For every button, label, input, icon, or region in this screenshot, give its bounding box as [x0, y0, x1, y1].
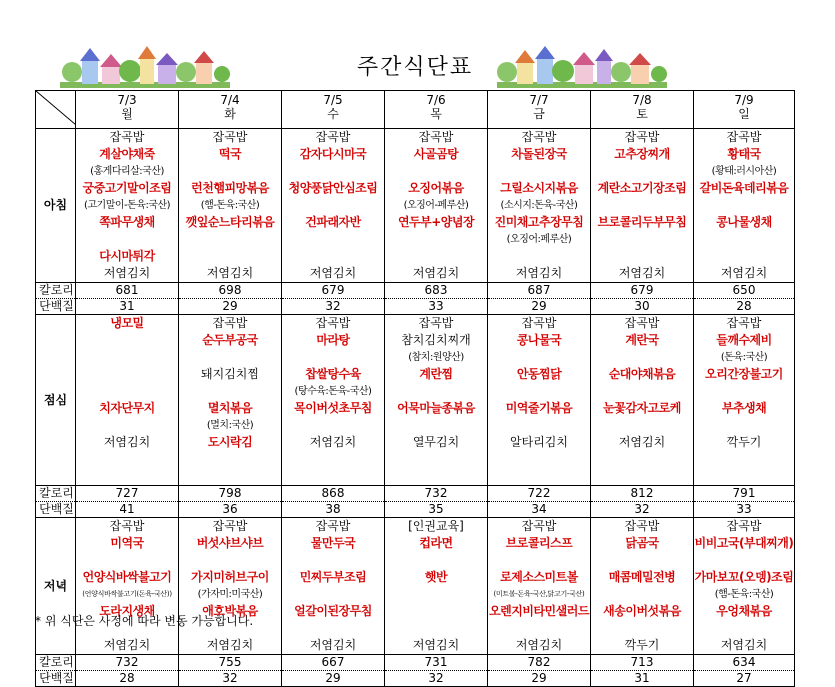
- day-date: 7/4: [220, 93, 240, 107]
- menu-item: [179, 451, 281, 468]
- breakfast-menu-cell: [179, 129, 282, 283]
- menu-item: [179, 248, 281, 265]
- day-date: 7/8: [632, 93, 652, 107]
- menu-item: 가지미허브구이: [191, 570, 269, 584]
- diagonal-line-icon: [36, 91, 76, 125]
- menu-item: [591, 163, 693, 180]
- menu-item: (미트볼-돈육-국산,닭고기-국산): [493, 590, 585, 598]
- menu-table: [35, 90, 795, 687]
- menu-item: [591, 349, 693, 366]
- menu-item: 부추생채: [721, 401, 767, 415]
- menu-item: [385, 552, 487, 569]
- menu-item: 저염김치: [309, 435, 357, 449]
- menu-item: 잡곡밥: [109, 130, 145, 144]
- menu-item: (오징어-페루산): [403, 200, 469, 211]
- menu-item: (황태:러시아산): [711, 166, 777, 177]
- protein-value: 29: [488, 671, 591, 687]
- breakfast-label: 아침: [36, 129, 76, 283]
- menu-item: (언양식바싹불고기(돈육-국산)): [82, 590, 172, 598]
- menu-item: 깻잎순느타리볶음: [185, 215, 275, 229]
- menu-item: [591, 586, 693, 603]
- dinner-label: 저녁: [36, 518, 76, 655]
- menu-item: 멸치볶음: [207, 401, 253, 415]
- menu-item: 미역국: [110, 536, 144, 550]
- protein-label: 단백질: [36, 502, 76, 518]
- day-date: 7/7: [529, 93, 549, 107]
- menu-item: (햄-돈육:국산): [714, 589, 774, 600]
- menu-item: [694, 468, 794, 485]
- menu-item: 진미채고추장무침: [494, 215, 584, 229]
- menu-item: 찹쌀탕수육: [305, 367, 361, 381]
- menu-item: (탕수육:돈육-국산): [294, 386, 372, 397]
- dinner-menu-cell: [282, 518, 385, 655]
- menu-item: [179, 383, 281, 400]
- menu-item: 저염김치: [515, 266, 563, 280]
- day-header: [591, 91, 694, 129]
- calorie-value: 732: [385, 486, 488, 502]
- menu-item: 저염김치: [515, 638, 563, 652]
- menu-item: 돼지김치찜: [201, 367, 259, 381]
- lunch-menu-cell: [694, 315, 795, 486]
- day-header: [385, 91, 488, 129]
- menu-item: 햇반: [424, 570, 448, 584]
- protein-value: 33: [694, 502, 795, 518]
- menu-item: 저염김치: [103, 435, 151, 449]
- protein-value: 41: [76, 502, 179, 518]
- menu-item: 저염김치: [309, 638, 357, 652]
- menu-item: [488, 451, 590, 468]
- dinner-protein-row: [36, 671, 795, 687]
- protein-value: 28: [76, 671, 179, 687]
- calorie-value: 868: [282, 486, 385, 502]
- menu-item: 저염김치: [720, 266, 768, 280]
- dinner-menu-cell: [76, 518, 179, 655]
- menu-item: [694, 417, 794, 434]
- menu-item: [694, 197, 794, 214]
- menu-item: 물만두국: [310, 536, 356, 550]
- menu-item: 도시락김: [207, 435, 253, 449]
- menu-item: 민찌두부조림: [299, 570, 367, 584]
- menu-item: 잡곡밥: [726, 519, 762, 533]
- day-date: 7/6: [426, 93, 446, 107]
- menu-item: 열무김치: [412, 435, 460, 449]
- menu-item: (햄-돈육:국산): [200, 200, 260, 211]
- calorie-value: 634: [694, 655, 795, 671]
- calorie-value: 687: [488, 283, 591, 299]
- menu-item: (참치:원양산): [408, 352, 464, 363]
- menu-item: 매콤메밀전병: [608, 570, 676, 584]
- menu-item: 갈비돈육데리볶음: [699, 181, 789, 195]
- calorie-value: 713: [591, 655, 694, 671]
- calorie-value: 731: [385, 655, 488, 671]
- protein-value: 29: [488, 299, 591, 315]
- menu-item: 냉모밀: [110, 316, 144, 330]
- menu-item: 계란소고기장조림: [597, 181, 687, 195]
- breakfast-protein-row: [36, 299, 795, 315]
- day-header: [179, 91, 282, 129]
- day-weekday: 화: [224, 107, 236, 121]
- menu-item: [385, 620, 487, 637]
- menu-item: [282, 552, 384, 569]
- menu-item: [282, 231, 384, 248]
- menu-item: 콩나물생채: [716, 215, 772, 229]
- footnote: * 위 식단은 사정에 따라 변동 가능합니다.: [35, 614, 254, 628]
- menu-item: 마라탕: [316, 333, 350, 347]
- calorie-value: 683: [385, 283, 488, 299]
- calorie-value: 727: [76, 486, 179, 502]
- menu-item: [282, 197, 384, 214]
- menu-item: [282, 620, 384, 637]
- lunch-menu-cell: [282, 315, 385, 486]
- menu-item: 사골곰탕: [413, 147, 459, 161]
- menu-item: 고추장찌개: [614, 147, 670, 161]
- menu-item: 건파래자반: [305, 215, 361, 229]
- menu-item: 얼갈이된장무침: [294, 604, 372, 618]
- menu-item: 들깨수제비: [716, 333, 772, 347]
- menu-item: (돈육:국산): [720, 352, 768, 363]
- lunch-row: [36, 315, 795, 486]
- menu-item: [385, 603, 487, 620]
- menu-item: 미역줄기볶음: [505, 401, 573, 415]
- day-weekday: 월: [121, 107, 133, 121]
- menu-item: 떡국: [218, 147, 242, 161]
- calorie-value: 667: [282, 655, 385, 671]
- menu-item: 로제소스미트볼: [500, 570, 578, 584]
- menu-item: 쪽파무생채: [99, 215, 155, 229]
- lunch-menu-cell: [385, 315, 488, 486]
- menu-item: 계살야채죽: [99, 147, 155, 161]
- menu-item: 저염김치: [206, 266, 254, 280]
- menu-item: 잡곡밥: [521, 519, 557, 533]
- calorie-label: 칼로리: [36, 283, 76, 299]
- menu-item: 저염김치: [412, 638, 460, 652]
- calorie-label: 칼로리: [36, 486, 76, 502]
- menu-item: [488, 620, 590, 637]
- menu-item: [76, 383, 178, 400]
- menu-item: 닭곰국: [625, 536, 659, 550]
- dinner-menu-cell: [591, 518, 694, 655]
- menu-item: 목이버섯초무침: [294, 401, 372, 415]
- protein-value: 32: [591, 502, 694, 518]
- menu-item: 잡곡밥: [315, 130, 351, 144]
- protein-value: 34: [488, 502, 591, 518]
- calorie-value: 798: [179, 486, 282, 502]
- protein-value: 38: [282, 502, 385, 518]
- menu-item: [488, 248, 590, 265]
- menu-item: 알타리김치: [510, 435, 568, 449]
- protein-value: 35: [385, 502, 488, 518]
- menu-item: 잡곡밥: [624, 316, 660, 330]
- menu-item: [591, 248, 693, 265]
- menu-item: [694, 231, 794, 248]
- menu-item: 그릴소시지볶음: [500, 181, 578, 195]
- calorie-value: 679: [282, 283, 385, 299]
- calorie-value: 782: [488, 655, 591, 671]
- menu-item: [385, 163, 487, 180]
- menu-item: (멸치:국산): [206, 420, 254, 431]
- menu-item: 계란국: [625, 333, 659, 347]
- menu-item: [694, 383, 794, 400]
- menu-item: 오징어볶음: [408, 181, 464, 195]
- protein-value: 28: [694, 299, 795, 315]
- menu-item: [76, 332, 178, 349]
- menu-item: 차돌된장국: [511, 147, 567, 161]
- menu-item: [591, 468, 693, 485]
- menu-item: 순두부공국: [202, 333, 258, 347]
- menu-item: (오징어:페루산): [506, 234, 572, 245]
- dinner-menu-cell: [488, 518, 591, 655]
- menu-item: 오렌지비타민샐러드: [489, 604, 589, 618]
- day-weekday: 일: [738, 107, 750, 121]
- menu-item: 언양식바싹불고기: [82, 570, 172, 584]
- protein-label: 단백질: [36, 671, 76, 687]
- menu-item: [591, 552, 693, 569]
- menu-item: 황태국: [727, 147, 761, 161]
- menu-item: 순대야채볶음: [608, 367, 676, 381]
- day-weekday: 수: [327, 107, 339, 121]
- menu-item: [282, 349, 384, 366]
- menu-item: 궁중고기말이조림: [82, 181, 172, 195]
- menu-item: 잡곡밥: [418, 316, 454, 330]
- menu-item: [76, 552, 178, 569]
- day-weekday: 토: [636, 107, 648, 121]
- menu-item: [179, 231, 281, 248]
- lunch-protein-row: [36, 502, 795, 518]
- protein-value: 31: [591, 671, 694, 687]
- dinner-menu-cell: [179, 518, 282, 655]
- menu-item: 잡곡밥: [109, 519, 145, 533]
- calorie-value: 755: [179, 655, 282, 671]
- protein-value: 33: [385, 299, 488, 315]
- menu-item: 콩나물국: [516, 333, 562, 347]
- menu-item: 깍두기: [624, 638, 660, 652]
- menu-item: 잡곡밥: [521, 130, 557, 144]
- menu-item: [76, 417, 178, 434]
- menu-item: 잡곡밥: [212, 130, 248, 144]
- menu-item: 저염김치: [618, 266, 666, 280]
- menu-item: [488, 552, 590, 569]
- lunch-menu-cell: [76, 315, 179, 486]
- protein-value: 32: [385, 671, 488, 687]
- menu-item: [488, 163, 590, 180]
- menu-item: [385, 248, 487, 265]
- protein-value: 27: [694, 671, 795, 687]
- menu-item: [385, 231, 487, 248]
- menu-item: [282, 417, 384, 434]
- menu-item: 잡곡밥: [315, 519, 351, 533]
- day-date: 7/5: [323, 93, 343, 107]
- menu-item: [694, 552, 794, 569]
- calorie-value: 681: [76, 283, 179, 299]
- corner-cell: [36, 91, 76, 129]
- breakfast-row: [36, 129, 795, 283]
- day-header: [282, 91, 385, 129]
- calorie-value: 732: [76, 655, 179, 671]
- menu-item: 눈꽃감자고로케: [603, 401, 681, 415]
- menu-item: [488, 349, 590, 366]
- lunch-menu-cell: [591, 315, 694, 486]
- calorie-value: 650: [694, 283, 795, 299]
- menu-item: [694, 620, 794, 637]
- menu-item: 잡곡밥: [726, 316, 762, 330]
- calorie-value: 791: [694, 486, 795, 502]
- calorie-label: 칼로리: [36, 655, 76, 671]
- menu-item: (가자미:미국산): [197, 589, 263, 600]
- menu-item: 브로콜리두부무침: [597, 215, 687, 229]
- page-title: 주간식단표: [356, 55, 474, 80]
- menu-item: [488, 417, 590, 434]
- breakfast-menu-cell: [694, 129, 795, 283]
- menu-item: 안동찜닭: [516, 367, 562, 381]
- menu-item: 잡곡밥: [418, 130, 454, 144]
- menu-item: [591, 383, 693, 400]
- menu-item: 잡곡밥: [521, 316, 557, 330]
- menu-item: 참치김치찌개: [401, 333, 471, 347]
- menu-item: 새송이버섯볶음: [603, 604, 681, 618]
- calorie-value: 679: [591, 283, 694, 299]
- menu-item: 가마보꼬(오뎅)조림: [694, 570, 794, 584]
- protein-value: 30: [591, 299, 694, 315]
- day-weekday: 목: [430, 107, 442, 121]
- header: [0, 40, 835, 90]
- menu-item: [179, 349, 281, 366]
- menu-item: [282, 468, 384, 485]
- menu-item: 저염김치: [618, 435, 666, 449]
- lunch-menu-cell: [179, 315, 282, 486]
- protein-value: 32: [179, 671, 282, 687]
- menu-item: 잡곡밥: [212, 316, 248, 330]
- menu-item: 다시마튀각: [99, 249, 155, 263]
- protein-value: 36: [179, 502, 282, 518]
- menu-item: 잡곡밥: [624, 130, 660, 144]
- menu-item: 저염김치: [103, 266, 151, 280]
- dinner-menu-cell: [385, 518, 488, 655]
- menu-item: [179, 163, 281, 180]
- menu-item: 저염김치: [412, 266, 460, 280]
- menu-item: [591, 620, 693, 637]
- menu-item: [179, 552, 281, 569]
- menu-item: [385, 451, 487, 468]
- menu-item: (고기말이-돈육:국산): [83, 200, 171, 211]
- village-decoration-icon: [60, 44, 230, 90]
- menu-item: 어묵마늘종볶음: [397, 401, 475, 415]
- menu-item: [76, 366, 178, 383]
- date-header-row: [36, 91, 795, 129]
- menu-item: [282, 586, 384, 603]
- calorie-value: 722: [488, 486, 591, 502]
- menu-item: 저염김치: [309, 266, 357, 280]
- menu-item: 런천햄피망볶음: [191, 181, 269, 195]
- day-weekday: 금: [533, 107, 545, 121]
- menu-item: [179, 468, 281, 485]
- menu-item: [76, 451, 178, 468]
- menu-item: 저염김치: [206, 638, 254, 652]
- menu-item: 브로콜리스프: [505, 536, 573, 550]
- menu-item: [591, 231, 693, 248]
- protein-value: 29: [179, 299, 282, 315]
- menu-item: 저염김치: [103, 638, 151, 652]
- menu-item: [385, 586, 487, 603]
- menu-item: [385, 468, 487, 485]
- breakfast-menu-cell: [282, 129, 385, 283]
- menu-item: 청양풍닭안심조림: [288, 181, 378, 195]
- menu-item: [591, 197, 693, 214]
- protein-value: 31: [76, 299, 179, 315]
- dinner-menu-cell: [694, 518, 795, 655]
- dinner-calorie-row: [36, 655, 795, 671]
- day-header: [76, 91, 179, 129]
- menu-item: [282, 163, 384, 180]
- menu-item: [694, 451, 794, 468]
- menu-item: [488, 468, 590, 485]
- breakfast-menu-cell: [385, 129, 488, 283]
- village-decoration-icon: [497, 44, 667, 90]
- menu-item: 감자다시마국: [299, 147, 367, 161]
- menu-item: 우엉채볶음: [716, 604, 772, 618]
- dinner-row: [36, 518, 795, 655]
- menu-item: 치자단무지: [99, 401, 155, 415]
- calorie-value: 812: [591, 486, 694, 502]
- day-date: 7/9: [734, 93, 754, 107]
- menu-item: 계란찜: [419, 367, 453, 381]
- protein-value: 29: [282, 671, 385, 687]
- breakfast-menu-cell: [76, 129, 179, 283]
- menu-item: [591, 417, 693, 434]
- menu-item: [488, 383, 590, 400]
- menu-item: 오리간장불고기: [705, 367, 783, 381]
- menu-item: 도라지생채: [99, 604, 155, 618]
- menu-item: [694, 248, 794, 265]
- day-header: [488, 91, 591, 129]
- menu-item: 컵라면: [419, 536, 453, 550]
- day-date: 7/3: [117, 93, 137, 107]
- menu-item: 저염김치: [720, 638, 768, 652]
- menu-item: 버섯샤브샤브: [196, 536, 264, 550]
- menu-item: (소시지:돈육-국산): [500, 200, 578, 211]
- menu-item: [385, 383, 487, 400]
- menu-item: 비비고국(부대찌개): [694, 536, 794, 550]
- menu-item: (홍게다리살:국산): [90, 166, 164, 177]
- menu-item: [282, 248, 384, 265]
- menu-item: 잡곡밥: [726, 130, 762, 144]
- menu-item: [인권교육]: [408, 519, 464, 533]
- menu-item: [76, 349, 178, 366]
- menu-item: 잡곡밥: [212, 519, 248, 533]
- calorie-value: 698: [179, 283, 282, 299]
- menu-item: 깍두기: [726, 435, 762, 449]
- breakfast-calorie-row: [36, 283, 795, 299]
- breakfast-menu-cell: [488, 129, 591, 283]
- menu-item: 잡곡밥: [315, 316, 351, 330]
- menu-item: [76, 468, 178, 485]
- menu-item: 잡곡밥: [624, 519, 660, 533]
- day-header: [694, 91, 795, 129]
- lunch-calorie-row: [36, 486, 795, 502]
- menu-item: 연두부+양념장: [397, 215, 475, 229]
- menu-item: [385, 417, 487, 434]
- protein-value: 32: [282, 299, 385, 315]
- breakfast-menu-cell: [591, 129, 694, 283]
- lunch-label: 점심: [36, 315, 76, 486]
- menu-item: [76, 231, 178, 248]
- protein-label: 단백질: [36, 299, 76, 315]
- menu-item: 애호박볶음: [202, 604, 258, 618]
- menu-item: [282, 451, 384, 468]
- menu-item: [591, 451, 693, 468]
- lunch-menu-cell: [488, 315, 591, 486]
